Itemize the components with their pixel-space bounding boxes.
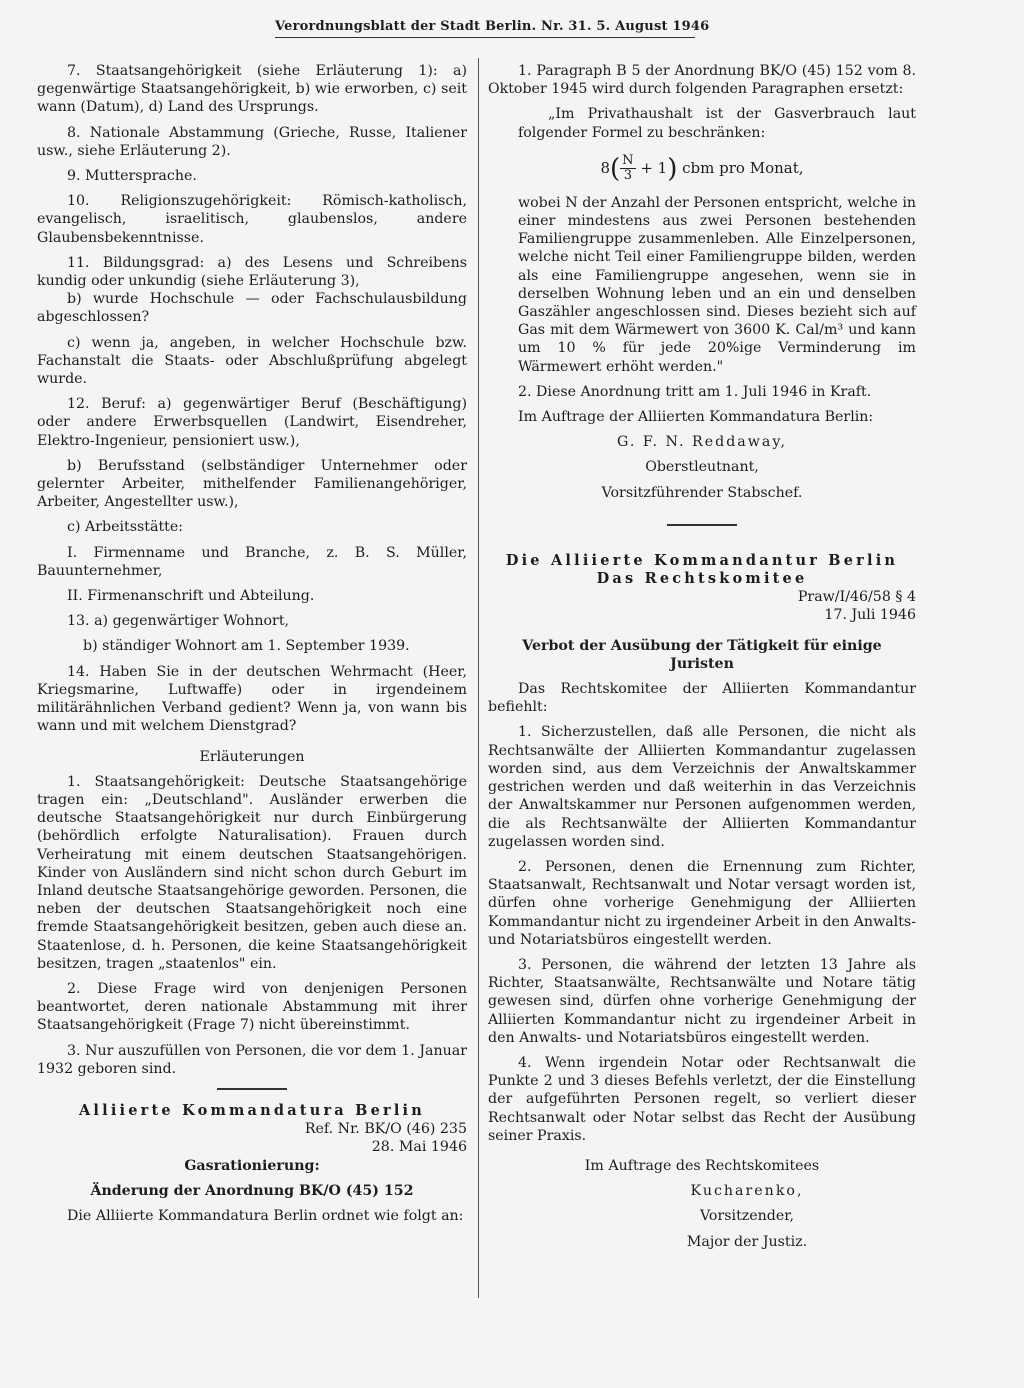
signature-1-name: G. F. N. Reddaway, bbox=[617, 434, 787, 451]
formula-fraction bbox=[620, 154, 635, 183]
item-13b: b) ständiger Wohnort am 1. September 1939. bbox=[83, 638, 410, 655]
rechtskomitee-intro: Das Rechtskomitee der Alliierten Kommandantur befiehlt: bbox=[488, 681, 916, 716]
item-11b: b) wurde Hochschule — oder Fachschulausbildung abgeschlossen? bbox=[37, 291, 467, 326]
formula-numerator: N bbox=[622, 153, 634, 169]
item-12b: b) Berufsstand (selbständiger Unternehmer oder gelernter Arbeiter, mithelfender Familienangehöriger, Arbeiter, Angestellter usw.), bbox=[37, 457, 467, 511]
section-rule bbox=[217, 1088, 287, 1090]
item-12c: c) Arbeitsstätte: bbox=[67, 519, 184, 536]
item-12a: 12. Beruf: a) gegenwärtiger Beruf (Beschäftigung) oder andere Erwerbsquellen (Landwirt, Eisendreher, Elektro-Ingenieur, pensioniert usw.), bbox=[37, 396, 467, 449]
signature-2-role: Vorsitzender, bbox=[699, 1208, 794, 1225]
signature-1-role: Vorsitzführender Stabschef. bbox=[601, 484, 803, 501]
erl-1: 1. Staatsangehörigkeit: Deutsche Staatsangehörige tragen ein: „Deutschland". Ausländer erwerben die deutsche Staatsangehörigkeit nur durch Einbürgerung (behördlich erfolgte Naturalisation). Frauen durch Verheiratung mit einem deutschen Staatsangehörigen. Kinder von Ausländern sind nicht schon durch Geburt im Inland deutsche Staatsangehörige geworden. Personen, die neben der deutschen Staatsangehörigkeit noch eine fremde Staatsangehörigkeit besitzen, geben auch diese an. Staatenlose, d. h. Personen, die keine Staatsangehörigkeit besitzen, tragen „staatenlos" ein. bbox=[37, 773, 467, 972]
kommandatura-title: Alliierte Kommandatura Berlin bbox=[78, 1101, 426, 1119]
kommandatura-ref: Ref. Nr. BK/O (46) 235 bbox=[304, 1121, 467, 1138]
kommandatura-date: 28. Mai 1946 bbox=[371, 1139, 467, 1156]
item-14: 14. Haben Sie in der deutschen Wehrmacht (Heer, Kriegsmarine, Luftwaffe) oder in irgendeinem militärähnlichen Verband gedient? Wenn ja, von wann bis wann und mit welchem Dienstgrad? bbox=[37, 663, 467, 735]
item-10: 10. Religionszugehörigkeit: Römisch-katholisch, evangelisch, israelitisch, glaubenslos, andere Glaubensbekenntnisse. bbox=[37, 193, 467, 246]
item-12c-i: I. Firmenname und Branche, z. B. S. Müller, Bauunternehmer, bbox=[37, 544, 467, 579]
rechtskomitee-heading: Verbot der Ausübung der Tätigkeit für einige Juristen bbox=[522, 637, 882, 672]
item-11a: 11. Bildungsgrad: a) des Lesens und Schreibens kundig oder unkundig (siehe Erläuterung 3), bbox=[37, 254, 467, 290]
column-divider bbox=[478, 58, 479, 1298]
signature-1-rank: Oberstleutnant, bbox=[645, 459, 759, 476]
signature-2-rank: Major der Justiz. bbox=[686, 1233, 808, 1250]
item-13a: 13. a) gegenwärtiger Wohnort, bbox=[67, 613, 290, 630]
formula-paren-close: ) bbox=[667, 153, 678, 184]
erl-2: 2. Diese Frage wird von denjenigen Personen beantwortet, deren nationale Abstammung mit ihrer Staatsangehörigkeit (Frage 7) nicht übereinstimmt. bbox=[37, 980, 467, 1034]
kommandatura-subtitle: Gasrationierung: bbox=[184, 1157, 320, 1174]
page-header: Verordnungsblatt der Stadt Berlin. Nr. 31. 5. August 1946 bbox=[275, 19, 695, 38]
gas-formula bbox=[488, 154, 916, 184]
kommandatura-text: Die Alliierte Kommandatura Berlin ordnet wie folgt an: bbox=[67, 1207, 464, 1224]
item-12c-ii: II. Firmenanschrift und Abteilung. bbox=[67, 588, 315, 605]
auftrag-rechtskomitee: Im Auftrage des Rechtskomitees bbox=[584, 1157, 820, 1174]
paragraph-2: 2. Diese Anordnung tritt am 1. Juli 1946 in Kraft. bbox=[518, 383, 872, 400]
quote-start: „Im Privathaushalt ist der Gasverbrauch laut folgender Formel zu beschränken: bbox=[518, 106, 916, 141]
item-8: 8. Nationale Abstammung (Grieche, Russe, Italiener usw., siehe Erläuterung 2). bbox=[37, 124, 467, 159]
right-column bbox=[488, 62, 916, 1251]
left-column bbox=[37, 62, 467, 1225]
kommandatura-change: Änderung der Anordnung BK/O (45) 152 bbox=[90, 1182, 414, 1199]
rechtskomitee-date: 17. Juli 1946 bbox=[824, 607, 916, 624]
formula-denominator: 3 bbox=[623, 168, 632, 184]
erlaeuterungen-title: Erläuterungen bbox=[199, 748, 305, 765]
section-rule-right bbox=[667, 524, 737, 526]
rechtskomitee-title-1: Die Alliierte Kommandantur Berlin bbox=[505, 551, 899, 569]
rechtskomitee-item-2: 2. Personen, denen die Ernennung zum Richter, Staatsanwalt, Rechtsanwalt und Notar versagt worden ist, dürfen ohne vorherige Genehmigung der Alliierten Kommandantur nicht zu irgendeiner Arbeit in den Anwalts- und Notariatsbüros eingestellt werden. bbox=[488, 858, 916, 948]
rechtskomitee-item-4: 4. Wenn irgendein Notar oder Rechtsanwalt die Punkte 2 und 3 dieses Befehls verletzt, der die Einstellung der aufgeführten Personen regelt, so verliert dieser Rechtsanwalt oder Notar selbst das Recht der Ausübung seiner Praxis. bbox=[488, 1054, 916, 1144]
item-7: 7. Staatsangehörigkeit (siehe Erläuterung 1): a) gegenwärtige Staatsangehörigkeit, b) wie erworben, c) seit wann (Datum), d) Land des Ursprungs. bbox=[37, 63, 467, 116]
formula-unit: cbm pro Monat, bbox=[682, 158, 804, 177]
item-11c: c) wenn ja, angeben, in welcher Hochschule bzw. Fachanstalt die Staats- oder Abschlußprüfung abgelegt wurde. bbox=[37, 334, 467, 388]
quote-body: wobei N der Anzahl der Personen entspricht, welche in einer mindestens aus zwei Personen bestehenden Familiengruppe zusammenleben. Alle Einzelpersonen, welche nicht Teil einer Familiengruppe bilden, werden als eine Familiengruppe angesehen, wenn sie in derselben Wohnung leben und an ein und denselben Gaszähler angeschlossen sind. Dieses bezieht sich auf Gas mit dem Wärmewert von 3600 K. Cal/m³ und kann um 10 % für jede 20%ige Verminderung im Wärmewert erhöht werden." bbox=[518, 194, 916, 375]
rechtskomitee-item-3: 3. Personen, die während der letzten 13 Jahre als Richter, Staatsanwälte, Rechtsanwälte und Notare tätig gewesen sind, dürfen ohne vorherige Genehmigung der Alliierten Kommandantur nicht zu irgendeiner Arbeit in den Anwalts- und Notariatsbüros eingestellt werden. bbox=[488, 956, 916, 1046]
rechtskomitee-title-2: Das Rechtskomitee bbox=[596, 570, 808, 588]
rechtskomitee-ref: Praw/I/46/58 § 4 bbox=[797, 589, 916, 606]
formula-plus: + 1 bbox=[640, 158, 668, 177]
formula-lead: 8 bbox=[600, 158, 611, 177]
rechtskomitee-item-1: 1. Sicherzustellen, daß alle Personen, die nicht als Rechtsanwälte der Alliierten Kommandantur zugelassen worden sind, aus dem Verzeichnis der Anwaltskammer gestrichen werden und daß weiterhin in das Verzeichnis der Anwaltskammer nur Personen aufgenommen werden, die als Rechtsanwälte der Alliierten Kommandantur zugelassen worden sind. bbox=[488, 724, 916, 850]
signature-2-name: Kucharenko, bbox=[690, 1183, 804, 1200]
auftrag-kommandatura: Im Auftrage der Alliierten Kommandatura Berlin: bbox=[518, 409, 874, 426]
formula-paren-open: ( bbox=[610, 153, 621, 184]
item-9: 9. Muttersprache. bbox=[67, 168, 197, 185]
erl-3: 3. Nur auszufüllen von Personen, die vor dem 1. Januar 1932 geboren sind. bbox=[37, 1042, 467, 1077]
paragraph-1: 1. Paragraph B 5 der Anordnung BK/O (45) 152 vom 8. Oktober 1945 wird durch folgenden Paragraphen ersetzt: bbox=[488, 63, 916, 98]
